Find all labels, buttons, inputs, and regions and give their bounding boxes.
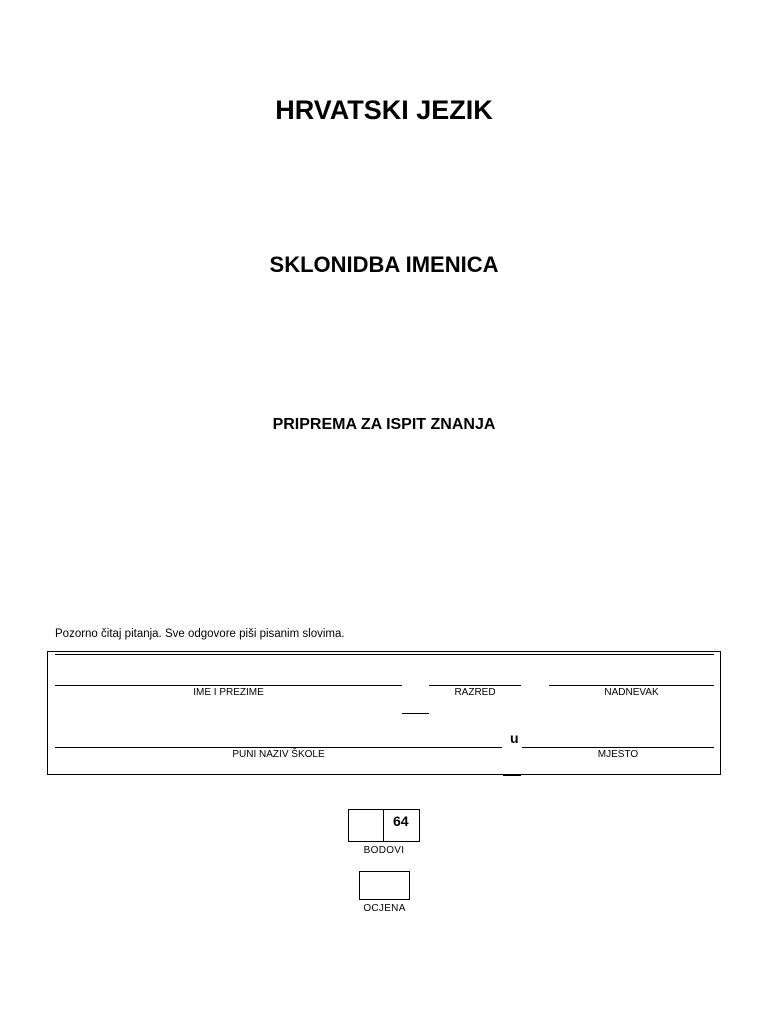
connector-u: u	[510, 730, 519, 746]
school-label: PUNI NAZIV ŠKOLE	[232, 749, 325, 760]
points-max: 64	[393, 813, 409, 829]
date-field[interactable]	[549, 685, 714, 686]
grade-box[interactable]	[359, 871, 410, 900]
date-label: NADNEVAK	[604, 687, 659, 698]
separator-mark-bottom	[503, 775, 521, 776]
school-field[interactable]	[55, 747, 502, 748]
separator-mark	[402, 713, 429, 714]
instruction-text: Pozorno čitaj pitanja. Sve odgovore piši pisanim slovima.	[55, 628, 345, 640]
place-label: MJESTO	[597, 749, 639, 760]
points-box[interactable]	[348, 809, 420, 842]
document-topic: SKLONIDBA IMENICA	[269, 252, 499, 277]
class-label: RAZRED	[454, 687, 496, 698]
name-label: IME I PREZIME	[193, 687, 264, 698]
form-top-rule	[55, 654, 714, 655]
grade-label: OCJENA	[363, 903, 406, 914]
document-subtitle: PRIPREMA ZA ISPIT ZNANJA	[272, 416, 496, 433]
points-label: BODOVI	[363, 845, 405, 856]
name-field[interactable]	[55, 685, 402, 686]
points-divider	[383, 810, 384, 841]
place-field[interactable]	[522, 747, 714, 748]
class-field[interactable]	[429, 685, 521, 686]
document-title: HRVATSKI JEZIK	[275, 95, 493, 125]
